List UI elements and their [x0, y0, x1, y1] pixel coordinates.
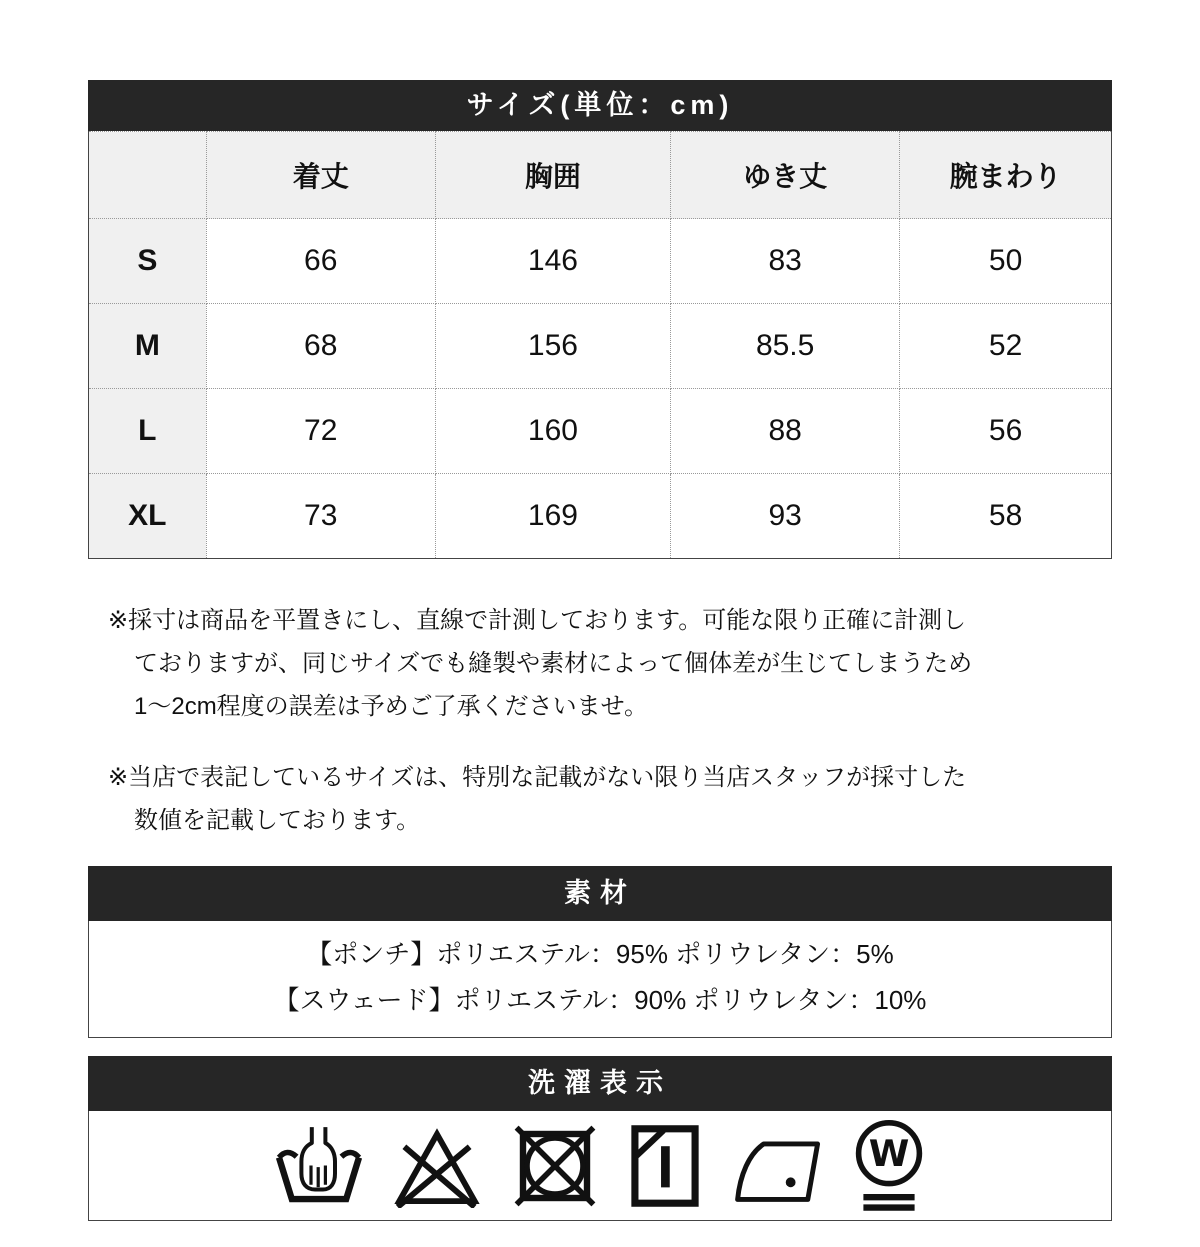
material-line-ponte: 【ポンチ】ポリエステル：95% ポリウレタン：5%: [306, 939, 894, 969]
material-title: 素材: [564, 878, 636, 908]
laundry-title-bar: [88, 1056, 1112, 1111]
laundry-icons-row: [88, 1111, 1112, 1221]
size-table-header-row: [89, 132, 1112, 219]
wet-cleaning-letter: W: [868, 1131, 910, 1175]
size-table-title-bar: [88, 80, 1112, 131]
column-header: 着丈: [206, 132, 435, 219]
do-not-bleach-icon: [391, 1124, 483, 1208]
material-title-bar: [88, 866, 1112, 921]
table-cell: 52: [900, 304, 1112, 389]
table-row: [89, 304, 1112, 389]
table-cell: 58: [900, 474, 1112, 559]
hand-wash-icon: [275, 1127, 363, 1204]
line-dry-in-shade-icon: [627, 1122, 703, 1210]
material-line-suede: 【スウェード】ポリエステル：90% ポリウレタン：10%: [273, 985, 927, 1015]
table-cell: 83: [671, 219, 900, 304]
table-row: [89, 219, 1112, 304]
size-table-title: サイズ(単位：cm): [466, 90, 734, 120]
size-table: [88, 131, 1112, 559]
table-cell: 160: [435, 389, 670, 474]
do-not-tumble-dry-icon: [511, 1122, 599, 1210]
table-cell: 56: [900, 389, 1112, 474]
size-table-corner-cell: [89, 132, 207, 219]
table-cell: 68: [206, 304, 435, 389]
size-label: S: [89, 219, 207, 304]
table-cell: 146: [435, 219, 670, 304]
column-header: 腕まわり: [900, 132, 1112, 219]
measurement-notes: [108, 599, 988, 842]
iron-low-temp-icon: [731, 1126, 825, 1206]
table-cell: 73: [206, 474, 435, 559]
table-cell: 72: [206, 389, 435, 474]
size-label: XL: [89, 474, 207, 559]
table-row: [89, 389, 1112, 474]
note-measurement-tolerance: ※採寸は商品を平置きにし、直線で計測しております。可能な限り正確に計測しておりますが、同じサイズでも縫製や素材によって個体差が生じてしまうため1〜2cm程度の誤差は予めご了承くださいませ。: [108, 607, 973, 720]
table-cell: 85.5: [671, 304, 900, 389]
table-cell: 169: [435, 474, 670, 559]
material-body: [88, 921, 1112, 1038]
table-cell: 66: [206, 219, 435, 304]
table-cell: 93: [671, 474, 900, 559]
laundry-title: 洗濯表示: [528, 1068, 672, 1098]
gentle-wet-cleaning-icon: [853, 1118, 925, 1214]
table-cell: 156: [435, 304, 670, 389]
table-row: [89, 474, 1112, 559]
note-staff-measured: ※当店で表記しているサイズは、特別な記載がない限り当店スタッフが採寸した数値を記載しております。: [108, 764, 967, 834]
column-header: ゆき丈: [671, 132, 900, 219]
column-header: 胸囲: [435, 132, 670, 219]
size-label: L: [89, 389, 207, 474]
size-label: M: [89, 304, 207, 389]
laundry-section: [88, 1056, 1112, 1221]
table-cell: 88: [671, 389, 900, 474]
page: [88, 0, 1112, 1221]
material-section: [88, 866, 1112, 1038]
table-cell: 50: [900, 219, 1112, 304]
